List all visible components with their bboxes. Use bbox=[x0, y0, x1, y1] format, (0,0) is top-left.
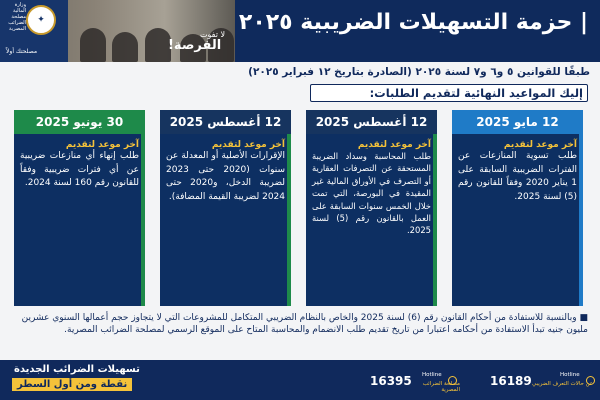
hotline-number[interactable]: 16189 bbox=[490, 374, 532, 388]
footer-bar bbox=[0, 360, 600, 400]
card-accent bbox=[433, 134, 437, 306]
hotline-block bbox=[370, 369, 460, 393]
card-date: 12 مايو 2025 bbox=[452, 110, 583, 134]
card-text: طلب تسوية المنازعات عن الفترات الضريبية السابقة على 1 يناير 2020 وفقاً للقانون رقم (5) لسنة 2025. bbox=[458, 151, 578, 202]
logo-text: وزارة المالية مصلحة الضرائب المصرية bbox=[8, 2, 26, 32]
card-accent bbox=[287, 134, 291, 306]
footer-tagline: نقطة ومن أول السطر bbox=[12, 378, 132, 391]
deadline-card bbox=[160, 110, 291, 306]
logo-caption: مصلحتك أولاً bbox=[6, 48, 38, 55]
card-body bbox=[452, 134, 583, 306]
photo-person bbox=[80, 28, 106, 62]
hotline-label: Hotline bbox=[422, 372, 442, 378]
bullet-icon: ■ bbox=[576, 313, 588, 323]
card-date: 30 يونيو 2025 bbox=[14, 110, 145, 134]
page-title: | حزمة التسهيلات الضريبية ٢٠٢٥ bbox=[238, 10, 588, 35]
footer-brand: تسهيلات الضرائب الجديدة bbox=[14, 364, 140, 375]
deadline-card bbox=[306, 110, 437, 306]
eagle-emblem-icon: ✦ bbox=[26, 5, 56, 35]
footnote bbox=[14, 313, 588, 336]
card-body bbox=[306, 134, 437, 306]
deadline-heading-box bbox=[310, 84, 588, 102]
hotline-block bbox=[490, 369, 596, 393]
slogan-big: الفرصة! bbox=[168, 38, 222, 53]
subtitle: طبقًا للقوانين ٥ و٦ و٧ لسنة ٢٠٢٥ (الصادرة بتاريخ ١٢ فبراير ٢٠٢٥) bbox=[248, 66, 590, 78]
card-label: آخر موعد لتقديم bbox=[503, 140, 577, 150]
card-body bbox=[160, 134, 291, 306]
card-date: 12 أغسطس 2025 bbox=[306, 110, 437, 134]
card-label: آخر موعد لتقديم bbox=[65, 140, 139, 150]
hotline-number[interactable]: 16395 bbox=[370, 374, 412, 388]
footnote-text: وبالنسبة للاستفادة من أحكام القانون رقم (6) لسنة 2025 والخاص بالنظام الضريبي المتكامل للمشروعات التي لا يتجاوز حجم أعمالها السنوي عشرين مليون جنيه تبدأ الاستفادة من أحكامه اعتبارا من تاريخ تقديم طلب الانضمام والمحاسبة المتاح على الموقع الرسمي لمصلحة الضرائب المصرية. bbox=[21, 313, 588, 335]
card-label: آخر موعد لتقديم bbox=[357, 140, 431, 150]
card-text: الإقرارات الأصلية أو المعدلة عن سنوات (2020 حتى 2023 لضريبة الدخل، و2020 حتى 2024 لضريبة القيمة المضافة). bbox=[166, 151, 285, 202]
ministry-logo bbox=[0, 0, 68, 62]
card-body bbox=[14, 134, 145, 306]
hotline-sub: مصلحة الضرائب المصرية bbox=[422, 381, 460, 393]
slogan-small: لا تفوت bbox=[200, 30, 226, 39]
card-date: 12 أغسطس 2025 bbox=[160, 110, 291, 134]
deadline-heading: إليك المواعيد النهائية لتقديم الطلبات: bbox=[369, 86, 583, 100]
card-accent bbox=[141, 134, 145, 306]
card-text: طلب المحاسبة وسداد الضريبة المستحقة عن التصرفات العقارية أو التصرف في الأوراق المالية غير المقيدة في البورصة، التي تمت خلال الخمس سنوات السابقة على العمل بالقانون رقم (5) لسنة 2025. bbox=[312, 151, 431, 236]
deadline-card bbox=[452, 110, 583, 306]
photo-person bbox=[112, 32, 138, 62]
hotline-label: Hotline bbox=[560, 372, 580, 378]
card-text: طلب إنهاء أي منازعات ضريبية عن أي فترات ضريبية وفقاً للقانون رقم 160 لسنة 2024. bbox=[20, 151, 139, 188]
deadline-card bbox=[14, 110, 145, 306]
header-banner bbox=[0, 0, 600, 62]
hotline-sub: عن حالات التعرف الضريبي bbox=[532, 381, 594, 387]
card-accent bbox=[579, 134, 583, 306]
card-label: آخر موعد لتقديم bbox=[211, 140, 285, 150]
